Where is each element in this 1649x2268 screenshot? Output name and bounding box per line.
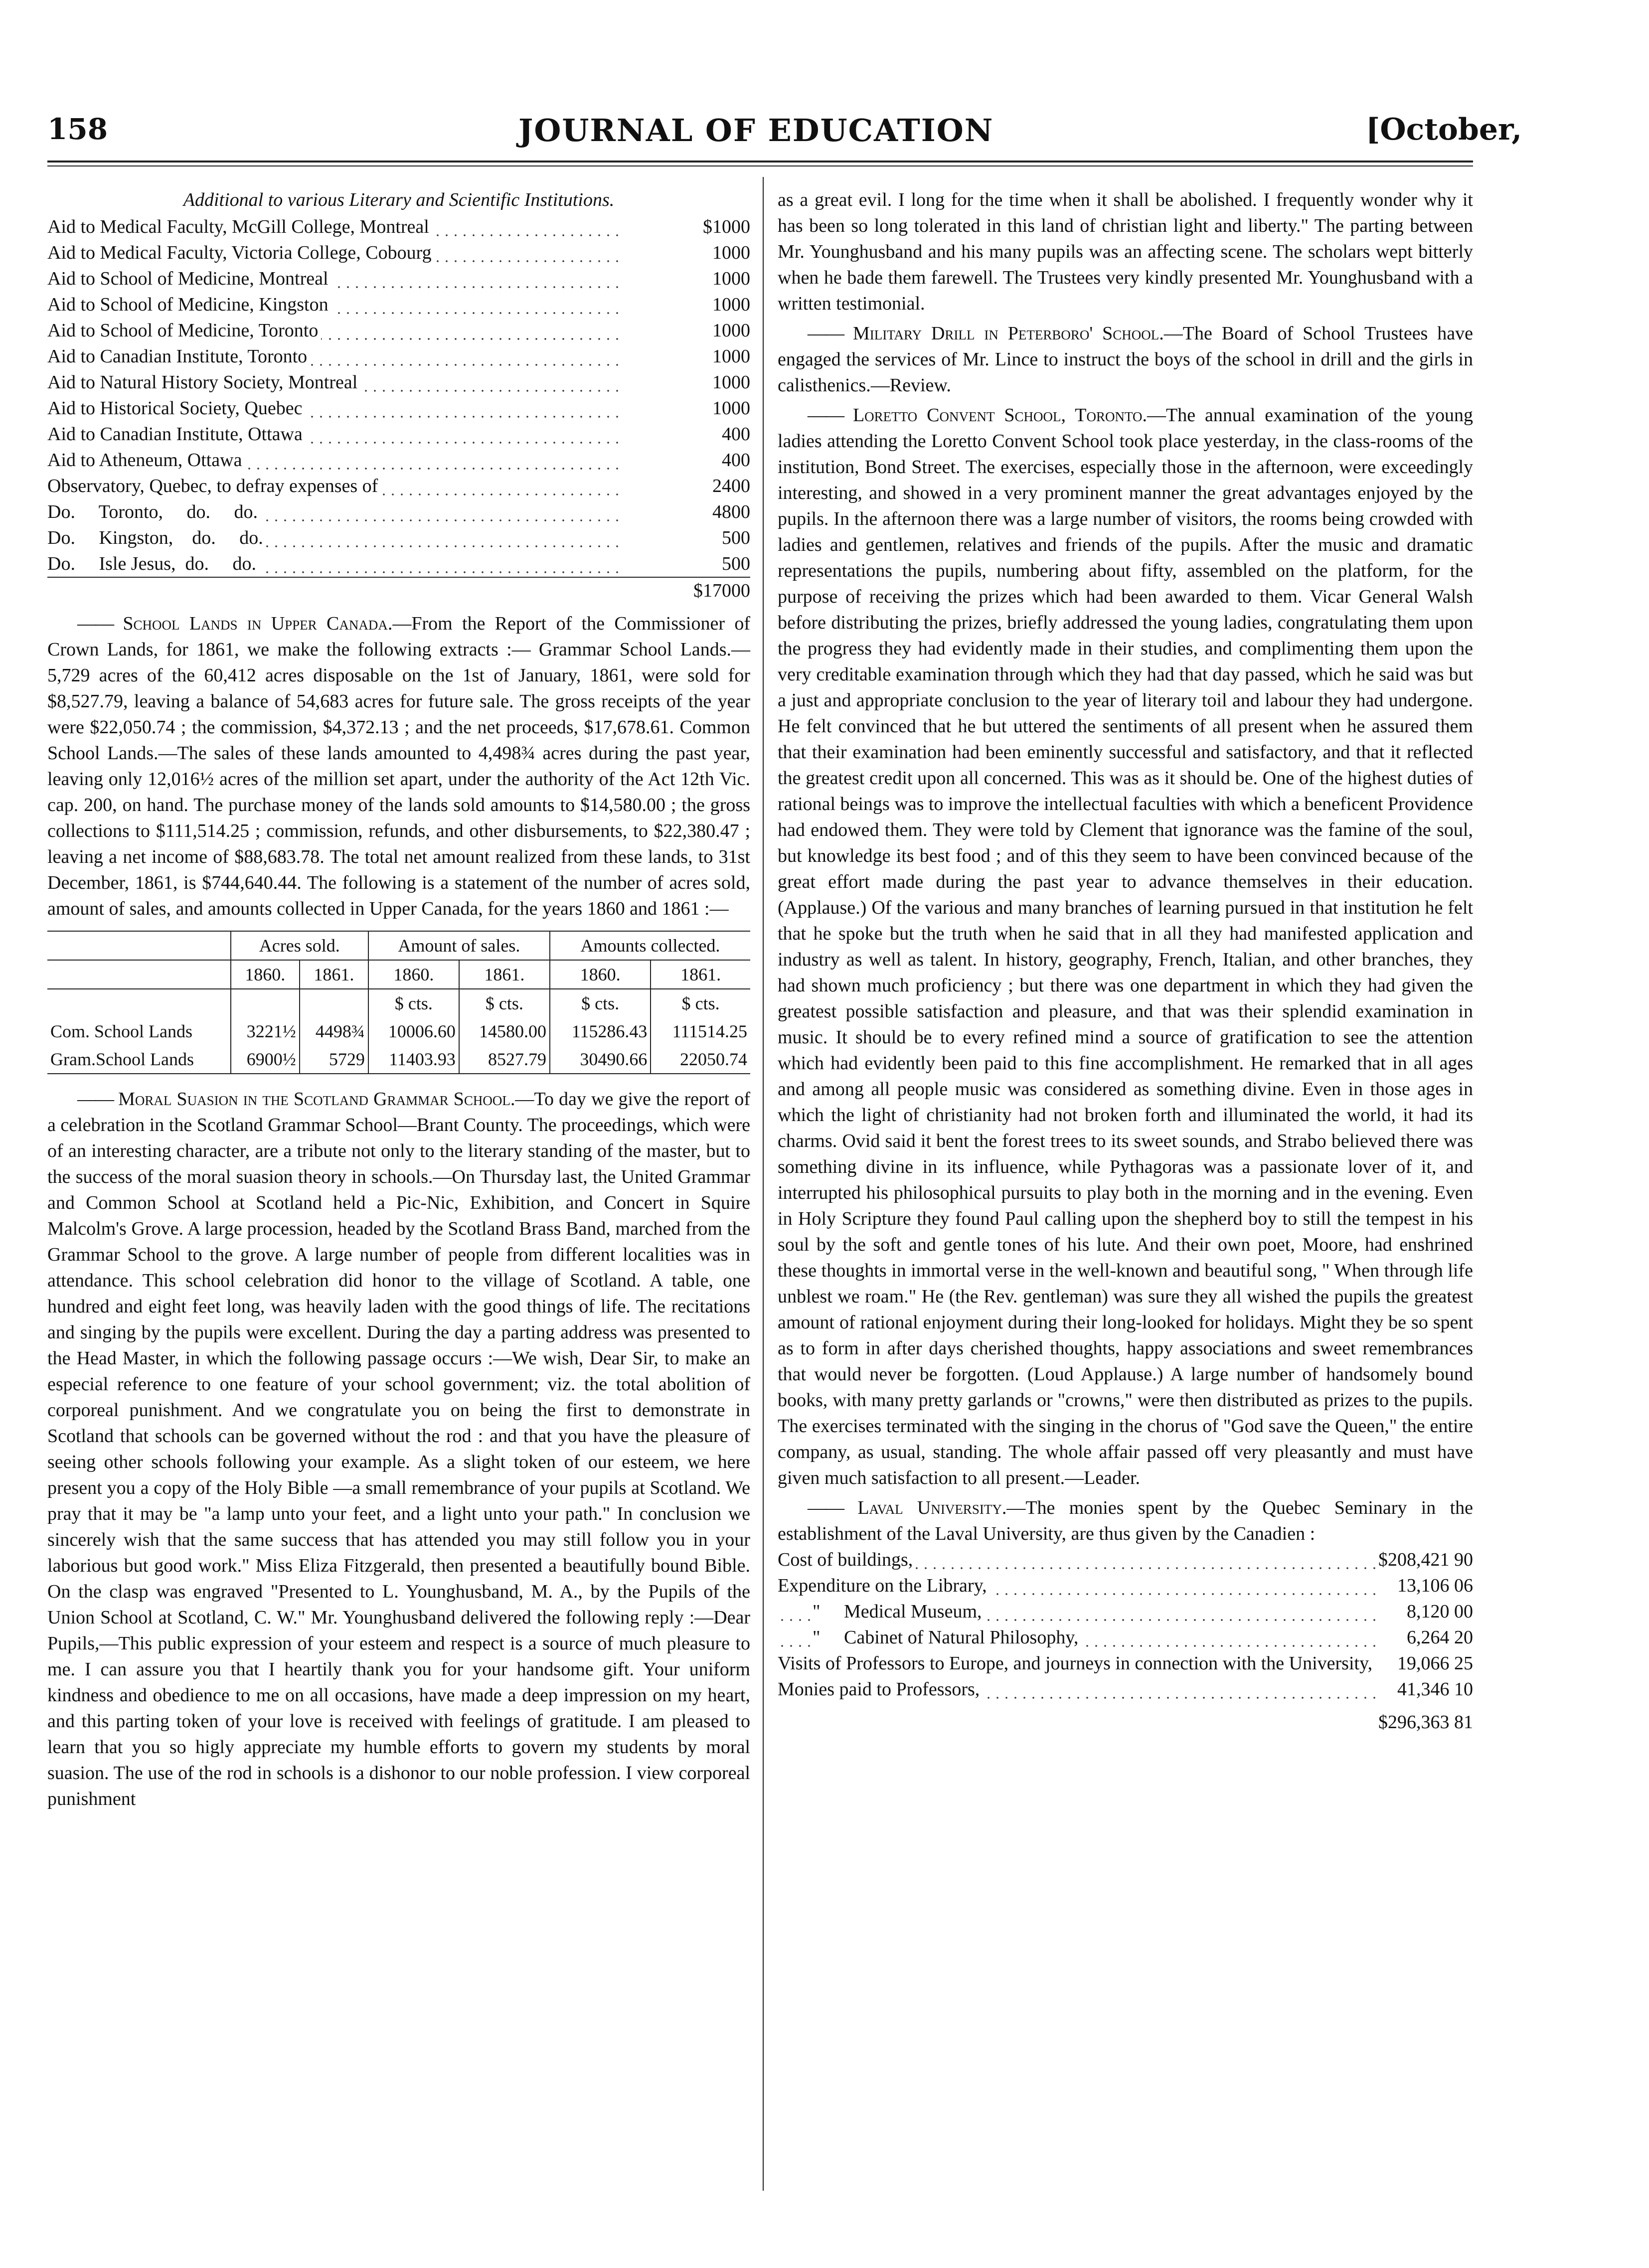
page-number: 158 bbox=[47, 112, 108, 146]
stats-cell: 8527.79 bbox=[459, 1045, 550, 1074]
stats-cell: 30490.66 bbox=[550, 1045, 651, 1074]
institutions-ledger bbox=[47, 214, 750, 604]
ledger-row bbox=[47, 318, 750, 343]
laval-heading: Laval University. bbox=[857, 1497, 1007, 1518]
military-drill-text: —The Board of School Trustees have engaged the services of Mr. Lince to instruct the boys of the school in drill and the girls in calisthenics.—Review. bbox=[778, 323, 1474, 396]
military-drill-article: —— Military Drill in Peterboro' School.—The Board of School Trustees have engaged the services of Mr. Lince to instruct the boys of the school in drill and the girls in calisthenics.—Review. bbox=[778, 323, 1474, 396]
ledger-label-cell bbox=[47, 525, 624, 551]
ledger-amount: 1000 bbox=[712, 268, 750, 289]
stats-year-header: 1860. bbox=[550, 960, 651, 989]
laval-article: —— Laval University.—The monies spent by the Quebec Seminary in the establishment of the Laval University, are thus given by the Canadien : bbox=[778, 1497, 1474, 1544]
ledger-amount: 1000 bbox=[712, 294, 750, 315]
stats-unit: $ cts. bbox=[459, 989, 550, 1017]
ledger-label: Visits of Professors to Europe, and journeys in connection with the University, bbox=[778, 1653, 1375, 1674]
ledger-label: Aid to School of Medicine, Toronto bbox=[47, 320, 321, 341]
stats-row-label: Com. School Lands bbox=[50, 1021, 192, 1041]
ledger-label: Aid to School of Medicine, Montreal bbox=[47, 268, 331, 289]
stats-cell: 14580.00 bbox=[459, 1017, 550, 1045]
stats-group-header: Acres sold. bbox=[231, 931, 368, 960]
ledger-amount: 13,106 06 bbox=[1397, 1575, 1473, 1596]
moral-suasion-heading: Moral Suasion in the Scotland Grammar School. bbox=[118, 1089, 515, 1110]
ledger-row bbox=[778, 1599, 1473, 1624]
laval-text: —The monies spent by the Quebec Seminary in the establishment of the Laval University, are thus given by the Canadien : bbox=[778, 1497, 1474, 1544]
ledger-label: Aid to Historical Society, Quebec bbox=[47, 398, 305, 419]
ledger-row bbox=[778, 1547, 1473, 1573]
stats-cell: 22050.74 bbox=[651, 1045, 750, 1074]
stats-year-header: 1860. bbox=[231, 960, 300, 989]
ledger-label-cell bbox=[778, 1624, 1375, 1650]
stats-cell: 115286.43 bbox=[550, 1017, 651, 1045]
loretto-article: —— Loretto Convent School, Toronto.—The annual examination of the young ladies attending the Loretto Convent School took place yesterday, in the class-rooms of the institution, Bond Street. The exercises, especially those in the afternoon, were exceedingly interesting, and showed in a very prominent manner the great advantages enjoyed by the pupils. In the afternoon there was a large number of visitors, the rooms being crowded with ladies and gentlemen, relatives and friends of the pupils. After the music and dramatic representations the pupils, numbering about fifty, assembled on the platform, for the purpose of receiving the prizes which had been awarded to them. Vicar General Walsh before distributing the prizes, briefly addressed the young ladies, congratulating them upon the progress they had evidently made in their studies, and complimenting them upon the very creditable examination through which they had that day passed, which he said was but a just and appropriate conclusion to the year of literary toil and labour they had undergone. He felt convinced that he but uttered the sentiments of all present when he assured them that their examination had been eminently successful and satisfactory, and that it reflected the greatest credit upon all concerned. This was as it should be. One of the highest duties of rational beings was to improve the intellectual faculties with which a beneficent Providence had endowed them. They were told by Clement that ignorance was the famine of the soul, but knowledge its best food ; and of this they seem to have been convinced because of the great effort made during the past year to advance themselves in their education. (Applause.) Of the various and many branches of learning pursued in that institution he felt that he spoke but the truth when he said that in all they had manifested application and industry as well as talent. In history, geography, French, Italian, and other branches, they had shown much proficiency ; but there was one department in which they had given the greatest possible satisfaction and pleasure, and that was their splendid examination in music. It should be to every refined mind a source of gratification to see the attention which had evidently been paid to this fine accomplishment. He remarked that in all ages and among all people music was considered as something divine. Even in those ages in which the light of christianity had not broken forth and illuminated the world, it had its charms. Ovid said it bent the forest trees to its sweet sounds, and Strabo believed there was something divine in its influence, while Pythagoras was a passionate lover of it, and interrupted his philosophical pursuits to play both in the morning and in the evening. Even in Holy Scripture they found Paul calling upon the shepherd boy to still the tempest in his soul by the soft and gentle tones of his lute. And their own poet, Moore, had enshrined these thoughts in immortal verse in the well-known and beautiful song, " When through life unblest we roam." He (the Rev. gentleman) was sure they all wished the pupils the greatest amount of rational enjoyment during their long-looked for holidays. Might they be so spent as to form in after days cherished thoughts, happy associations and sweet remembrances that would never be forgotten. (Loud Applause.) A large number of handsomely bound books, with many pretty garlands or "crowns," were then distributed as prizes to the pupils. The exercises terminated with the singing in the chorus of "God save the Queen," the entire company, as usual, standing. The whole affair passed off very pleasantly and must have given much satisfaction to all present.—Leader. bbox=[778, 405, 1474, 1488]
stats-cell: 11403.93 bbox=[368, 1045, 459, 1074]
ledger-amount: 1000 bbox=[712, 320, 750, 341]
ledger-label: Aid to School of Medicine, Kingston bbox=[47, 294, 331, 315]
journal-title: JOURNAL OF EDUCATION bbox=[518, 112, 994, 149]
stats-unit bbox=[231, 989, 300, 1017]
stats-cell: 111514.25 bbox=[651, 1017, 750, 1045]
ledger-amount: 1000 bbox=[712, 372, 750, 393]
ledger-label: Cost of buildings, bbox=[778, 1549, 916, 1570]
ledger-amount: 1000 bbox=[712, 346, 750, 367]
ledger-amount: 1000 bbox=[712, 398, 750, 419]
ledger-row bbox=[47, 266, 750, 292]
stats-unit: $ cts. bbox=[550, 989, 651, 1017]
column-divider bbox=[763, 177, 764, 2191]
stats-year-header: 1861. bbox=[651, 960, 750, 989]
ledger-amount: 500 bbox=[722, 527, 750, 548]
ledger-label-cell bbox=[47, 499, 624, 525]
moral-suasion-continuation: as a great evil. I long for the time when it shall be abolished. I frequently wonder why it has been so long tolerated in this land of christian light and liberty." The parting between Mr. Younghusband and his many pupils was an affecting scene. The scholars wept bitterly when he bade them farewell. The Trustees very kindly presented Mr. Younghusband with a written testimonial. bbox=[778, 189, 1473, 314]
stats-year-header: 1861. bbox=[300, 960, 368, 989]
issue-month: [October, bbox=[1366, 112, 1522, 147]
laval-expenditure-ledger bbox=[778, 1547, 1473, 1735]
ledger-label: Aid to Canadian Institute, Ottawa bbox=[47, 424, 306, 445]
ledger-label-cell bbox=[47, 343, 624, 369]
ledger-amount: 400 bbox=[722, 450, 750, 471]
ledger-label-cell bbox=[47, 266, 624, 292]
ledger-label-cell bbox=[47, 421, 624, 447]
stats-corner bbox=[47, 931, 231, 960]
table-row bbox=[47, 1017, 750, 1045]
school-lands-text: —From the Report of the Commissioner of Crown Lands, for 1861, we make the following extracts :— Grammar School Lands.—5,729 acres of the 60,412 acres disposable on the 1st of January, 1861, were sold for $8,527.79, leaving a balance of 54,683 acres for future sale. The gross receipts of the year were $22,050.74 ; the commission, $4,372.13 ; and the net proceeds, $17,678.61. Common School Lands.—The sales of these lands amounted to 4,498¾ acres during the past year, leaving only 12,016½ acres of the million set apart, under the authority of the Act 12th Vic. cap. 200, on hand. The purchase money of the lands sold amounts to $14,580.00 ; the gross collections to $111,514.25 ; commission, refunds, and other disbursements, to $22,380.47 ; leaving a net income of $88,683.78. The total net amount realized from these lands, to 31st December, 1861, is $744,640.44. The following is a statement of the number of acres sold, amount of sales, and amounts collected in Upper Canada, for the years 1860 and 1861 :— bbox=[47, 613, 750, 919]
ledger-row bbox=[778, 1650, 1473, 1676]
stats-corner bbox=[47, 960, 231, 989]
ledger-label: Aid to Natural History Society, Montreal bbox=[47, 372, 360, 393]
ledger-label-cell bbox=[778, 1547, 1375, 1573]
moral-suasion-text: —To day we give the report of a celebration in the Scotland Grammar School—Brant County. The proceedings, which were of an interesting character, are a tribute not only to the literary standing of the master, but to the success of the moral suasion theory in schools.—On Thursday last, the United Grammar and Common School at Scotland held a Pic-Nic, Exhibition, and Concert in Squire Malcolm's Grove. A large procession, headed by the Scotland Brass Band, marched from the Grammar School to the grove. A large number of people from different localities was in attendance. This school celebration did honor to the village of Scotland. A table, one hundred and eight feet long, was heavily laden with the good things of life. The recitations and singing by the pupils were excellent. During the day a parting address was presented to the Head Master, in which the following passage occurs :—We wish, Dear Sir, to make an especial reference to one feature of your school government; viz. the total abolition of corporeal punishment. And we congratulate you on being the first to demonstrate in Scotland that schools can be governed without the rod : and that you have the pleasure of seeing other schools following your example. As a slight token of our esteem, we here present you a copy of the Holy Bible —a small remembrance of your pupils at Scotland. We pray that it may be "a lamp unto your feet, and a light unto your path." In conclusion we sincerely wish that the same success that has attended you may still follow you in your laborious but good work." Miss Eliza Fitzgerald, then presented a beautifully bound Bible. On the clasp was engraved "Presented to L. Younghusband, M. A., by the Pupils of the Union School at Scotland, C. W." Mr. Younghusband delivered the following reply :—Dear Pupils,—This public expression of your esteem and respect is a source of much pleasure to me. I can assure you that I heartily thank you for your handsome gift. Your uniform kindness and obedience to me on all occasions, have made a deep impression on my heart, and this parting token of your love is received with feelings of gratitude. I am pleased to learn that you so higly appreciate my humble efforts to govern my students by moral suasion. The use of the rod in schools is a dishonor to our noble profession. I view corporeal punishment bbox=[47, 1089, 751, 1809]
ledger-amount: 400 bbox=[722, 424, 750, 445]
ledger-row bbox=[47, 421, 750, 447]
ledger-label: " Cabinet of Natural Philosophy, bbox=[813, 1627, 1081, 1648]
ledger-amount: 1000 bbox=[712, 242, 750, 263]
ledger-row bbox=[778, 1624, 1473, 1650]
ledger-row bbox=[47, 447, 750, 473]
stats-group-header: Amounts collected. bbox=[550, 931, 750, 960]
military-drill-heading: Military Drill in Peterboro' School. bbox=[852, 323, 1164, 344]
ledger-label-cell bbox=[47, 214, 624, 240]
ledger-label: Monies paid to Professors, bbox=[778, 1679, 983, 1700]
stats-cell: 3221½ bbox=[231, 1017, 300, 1045]
ledger-amount: 41,346 10 bbox=[1397, 1679, 1473, 1700]
moral-suasion-article: —— Moral Suasion in the Scotland Grammar School.—To day we give the report of a celebration in the Scotland Grammar School—Brant County. The proceedings, which were of an interesting character, are a tribute not only to the literary standing of the master, but to the success of the moral suasion theory in schools.—On Thursday last, the United Grammar and Common School at Scotland held a Pic-Nic, Exhibition, and Concert in Squire Malcolm's Grove. A large procession, headed by the Scotland Brass Band, marched from the Grammar School to the grove. A large number of people from different localities was in attendance. This school celebration did honor to the village of Scotland. A table, one hundred and eight feet long, was heavily laden with the good things of life. The recitations and singing by the pupils were excellent. During the day a parting address was presented to the Head Master, in which the following passage occurs :—We wish, Dear Sir, to make an especial reference to one feature of your school government; viz. the total abolition of corporeal punishment. And we congratulate you on being the first to demonstrate in Scotland that schools can be governed without the rod : and that you have the pleasure of seeing other schools following your example. As a slight token of our esteem, we here present you a copy of the Holy Bible —a small remembrance of your pupils at Scotland. We pray that it may be "a lamp unto your feet, and a light unto your path." In conclusion we sincerely wish that the same success that has attended you may still follow you in your laborious but good work." Miss Eliza Fitzgerald, then presented a beautifully bound Bible. On the clasp was engraved "Presented to L. Younghusband, M. A., by the Pupils of the Union School at Scotland, C. W." Mr. Younghusband delivered the following reply :—Dear Pupils,—This public expression of your esteem and respect is a source of much pleasure to me. I can assure you that I heartily thank you for your handsome gift. Your uniform kindness and obedience to me on all occasions, have made a deep impression on my heart, and this parting token of your love is received with feelings of gratitude. I am pleased to learn that you so higly appreciate my humble efforts to govern my students by moral suasion. The use of the rod in schools is a dishonor to our noble profession. I view corporeal punishment bbox=[47, 1089, 751, 1809]
laval-total: $296,363 81 bbox=[1378, 1712, 1473, 1733]
ledger-row bbox=[47, 499, 750, 525]
ledger-label: Aid to Medical Faculty, McGill College, Montreal bbox=[47, 216, 432, 237]
right-column bbox=[778, 187, 1473, 1735]
stats-cell: 5729 bbox=[300, 1045, 368, 1074]
ledger-label: Aid to Atheneum, Ottawa bbox=[47, 450, 245, 471]
institutions-total-row bbox=[47, 577, 750, 604]
ledger-label: Aid to Medical Faculty, Victoria College, Cobourg bbox=[47, 242, 435, 263]
ledger-amount: 8,120 00 bbox=[1407, 1601, 1473, 1622]
ledger-label: Do. Isle Jesus, do. do. bbox=[47, 553, 259, 574]
ledger-row bbox=[47, 240, 750, 266]
ledger-label: Observatory, Quebec, to defray expenses of bbox=[47, 476, 381, 496]
ledger-amount: 500 bbox=[722, 553, 750, 574]
ledger-amount: 2400 bbox=[712, 476, 750, 496]
stats-row-label: Gram.School Lands bbox=[47, 1045, 231, 1074]
header-rule-thin bbox=[47, 165, 1473, 166]
ledger-row bbox=[47, 395, 750, 421]
ledger-amount: $208,421 90 bbox=[1378, 1549, 1473, 1570]
school-lands-heading: School Lands in Upper Canada. bbox=[123, 613, 393, 634]
ledger-label-cell bbox=[47, 551, 624, 577]
ledger-row bbox=[778, 1573, 1473, 1599]
ledger-row bbox=[47, 292, 750, 318]
ledger-label: " Medical Museum, bbox=[813, 1601, 985, 1622]
ledger-label: Do. Kingston, do. do. bbox=[47, 527, 266, 548]
ledger-amount: 4800 bbox=[712, 501, 750, 522]
header-rule bbox=[47, 161, 1473, 162]
loretto-heading: Loretto Convent School, Toronto. bbox=[852, 405, 1147, 426]
ledger-row bbox=[47, 343, 750, 369]
ledger-label-cell bbox=[47, 369, 624, 395]
stats-year-header: 1860. bbox=[368, 960, 459, 989]
stats-cell: 6900½ bbox=[231, 1045, 300, 1074]
ledger-label-cell bbox=[47, 240, 624, 266]
stats-unit bbox=[47, 989, 231, 1017]
ledger-row bbox=[47, 369, 750, 395]
ledger-label: Do. Toronto, do. do. bbox=[47, 501, 261, 522]
stats-unit bbox=[300, 989, 368, 1017]
ledger-label-cell bbox=[47, 292, 624, 318]
ledger-label-cell bbox=[47, 447, 624, 473]
laval-total-row bbox=[778, 1702, 1473, 1735]
ledger-label-cell bbox=[778, 1599, 1375, 1624]
stats-cell: 4498¾ bbox=[300, 1017, 368, 1045]
ledger-row bbox=[47, 525, 750, 551]
ledger-amount: 6,264 20 bbox=[1407, 1627, 1473, 1648]
ledger-amount: $1000 bbox=[703, 216, 750, 237]
ledger-label-cell bbox=[778, 1676, 1375, 1702]
ledger-label-cell bbox=[47, 473, 624, 499]
table-row bbox=[47, 1045, 750, 1074]
stats-year-header: 1861. bbox=[459, 960, 550, 989]
left-column bbox=[47, 187, 750, 1812]
institutions-caption: Additional to various Literary and Scientific Institutions. bbox=[183, 189, 615, 210]
ledger-label-cell bbox=[778, 1650, 1375, 1676]
stats-group-header: Amount of sales. bbox=[368, 931, 550, 960]
stats-unit: $ cts. bbox=[651, 989, 750, 1017]
loretto-text: —The annual examination of the young ladies attending the Loretto Convent School took place yesterday, in the class-rooms of the institution, Bond Street. The exercises, especially those in the afternoon, were exceedingly interesting, and showed in a very prominent manner the great advantages enjoyed by the pupils. In the afternoon there was a large number of visitors, the rooms being crowded with ladies and gentlemen, relatives and friends of the pupils. After the music and dramatic representations the pupils, numbering about fifty, assembled on the platform, for the purpose of receiving the prizes which had been awarded to them. Vicar General Walsh before distributing the prizes, briefly addressed the young ladies, congratulating them upon the progress they had evidently made in their studies, and complimenting them upon the very creditable examination through which they had that day passed, which he said was but a just and appropriate conclusion to the year of literary toil and labour they had undergone. He felt convinced that he but uttered the sentiments of all present when he assured them that their examination had been eminently successful and satisfactory, and that it reflected the greatest credit upon all concerned. This was as it should be. One of the highest duties of rational beings was to improve the intellectual faculties with which a beneficent Providence had endowed them. They were told by Clement that ignorance was the famine of the soul, but knowledge its best food ; and of this they seem to have been convinced because of the great effort made during the past year to advance themselves in their education. (Applause.) Of the various and many branches of learning pursued in that institution he felt that he spoke but the truth when he said that in all they had manifested application and industry as well as talent. In history, geography, French, Italian, and other branches, they had shown much proficiency ; but there was one department in which they had given the greatest possible satisfaction and pleasure, and that was their splendid examination in music. It should be to every refined mind a source of gratification to see the attention which had evidently been paid to this fine accomplishment. He remarked that in all ages and among all people music was considered as something divine. Even in those ages in which the light of christianity had not broken forth and illuminated the world, it had its charms. Ovid said it bent the forest trees to its sweet sounds, and Strabo believed there was something divine in its influence, while Pythagoras was a passionate lover of it, and interrupted his philosophical pursuits to play both in the morning and in the evening. Even in Holy Scripture they found Paul calling upon the shepherd boy to still the tempest in his soul by the soft and gentle tones of his lute. And their own poet, Moore, had enshrined these thoughts in immortal verse in the well-known and beautiful song, " When through life unblest we roam." He (the Rev. gentleman) was sure they all wished the pupils the greatest amount of rational enjoyment during their long-looked for holidays. Might they be so spent as to form in after days cherished thoughts, happy associations and sweet remembrances that would never be forgotten. (Loud Applause.) A large number of handsomely bound books, with many pretty garlands or "crowns," were then distributed as prizes to the pupils. The exercises terminated with the singing in the chorus of "God save the Queen," the entire company, as usual, standing. The whole affair passed off very pleasantly and must have given much satisfaction to all present.—Leader. bbox=[778, 405, 1474, 1488]
ledger-row bbox=[47, 473, 750, 499]
ledger-label-cell bbox=[47, 318, 624, 343]
ledger-amount: 19,066 25 bbox=[1397, 1653, 1473, 1674]
ledger-row bbox=[778, 1676, 1473, 1702]
ledger-label: Expenditure on the Library, bbox=[778, 1575, 990, 1596]
ledger-label-cell bbox=[47, 395, 624, 421]
lands-statistics-table bbox=[47, 931, 750, 1074]
stats-unit: $ cts. bbox=[368, 989, 459, 1017]
ledger-row bbox=[47, 551, 750, 577]
stats-cell: 10006.60 bbox=[368, 1017, 459, 1045]
institutions-total: $17000 bbox=[624, 577, 750, 604]
ledger-label: Aid to Canadian Institute, Toronto bbox=[47, 346, 310, 367]
school-lands-article: —— School Lands in Upper Canada.—From the Report of the Commissioner of Crown Lands, for 1861, we make the following extracts :— Grammar School Lands.—5,729 acres of the 60,412 acres disposable on the 1st of January, 1861, were sold for $8,527.79, leaving a balance of 54,683 acres for future sale. The gross receipts of the year were $22,050.74 ; the commission, $4,372.13 ; and the net proceeds, $17,678.61. Common School Lands.—The sales of these lands amounted to 4,498¾ acres during the past year, leaving only 12,016½ acres of the million set apart, under the authority of the Act 12th Vic. cap. 200, on hand. The purchase money of the lands sold amounts to $14,580.00 ; the gross collections to $111,514.25 ; commission, refunds, and other disbursements, to $22,380.47 ; leaving a net income of $88,683.78. The total net amount realized from these lands, to 31st December, 1861, is $744,640.44. The following is a statement of the number of acres sold, amount of sales, and amounts collected in Upper Canada, for the years 1860 and 1861 :— bbox=[47, 613, 750, 919]
ledger-label-cell bbox=[778, 1573, 1375, 1599]
ledger-row bbox=[47, 214, 750, 240]
